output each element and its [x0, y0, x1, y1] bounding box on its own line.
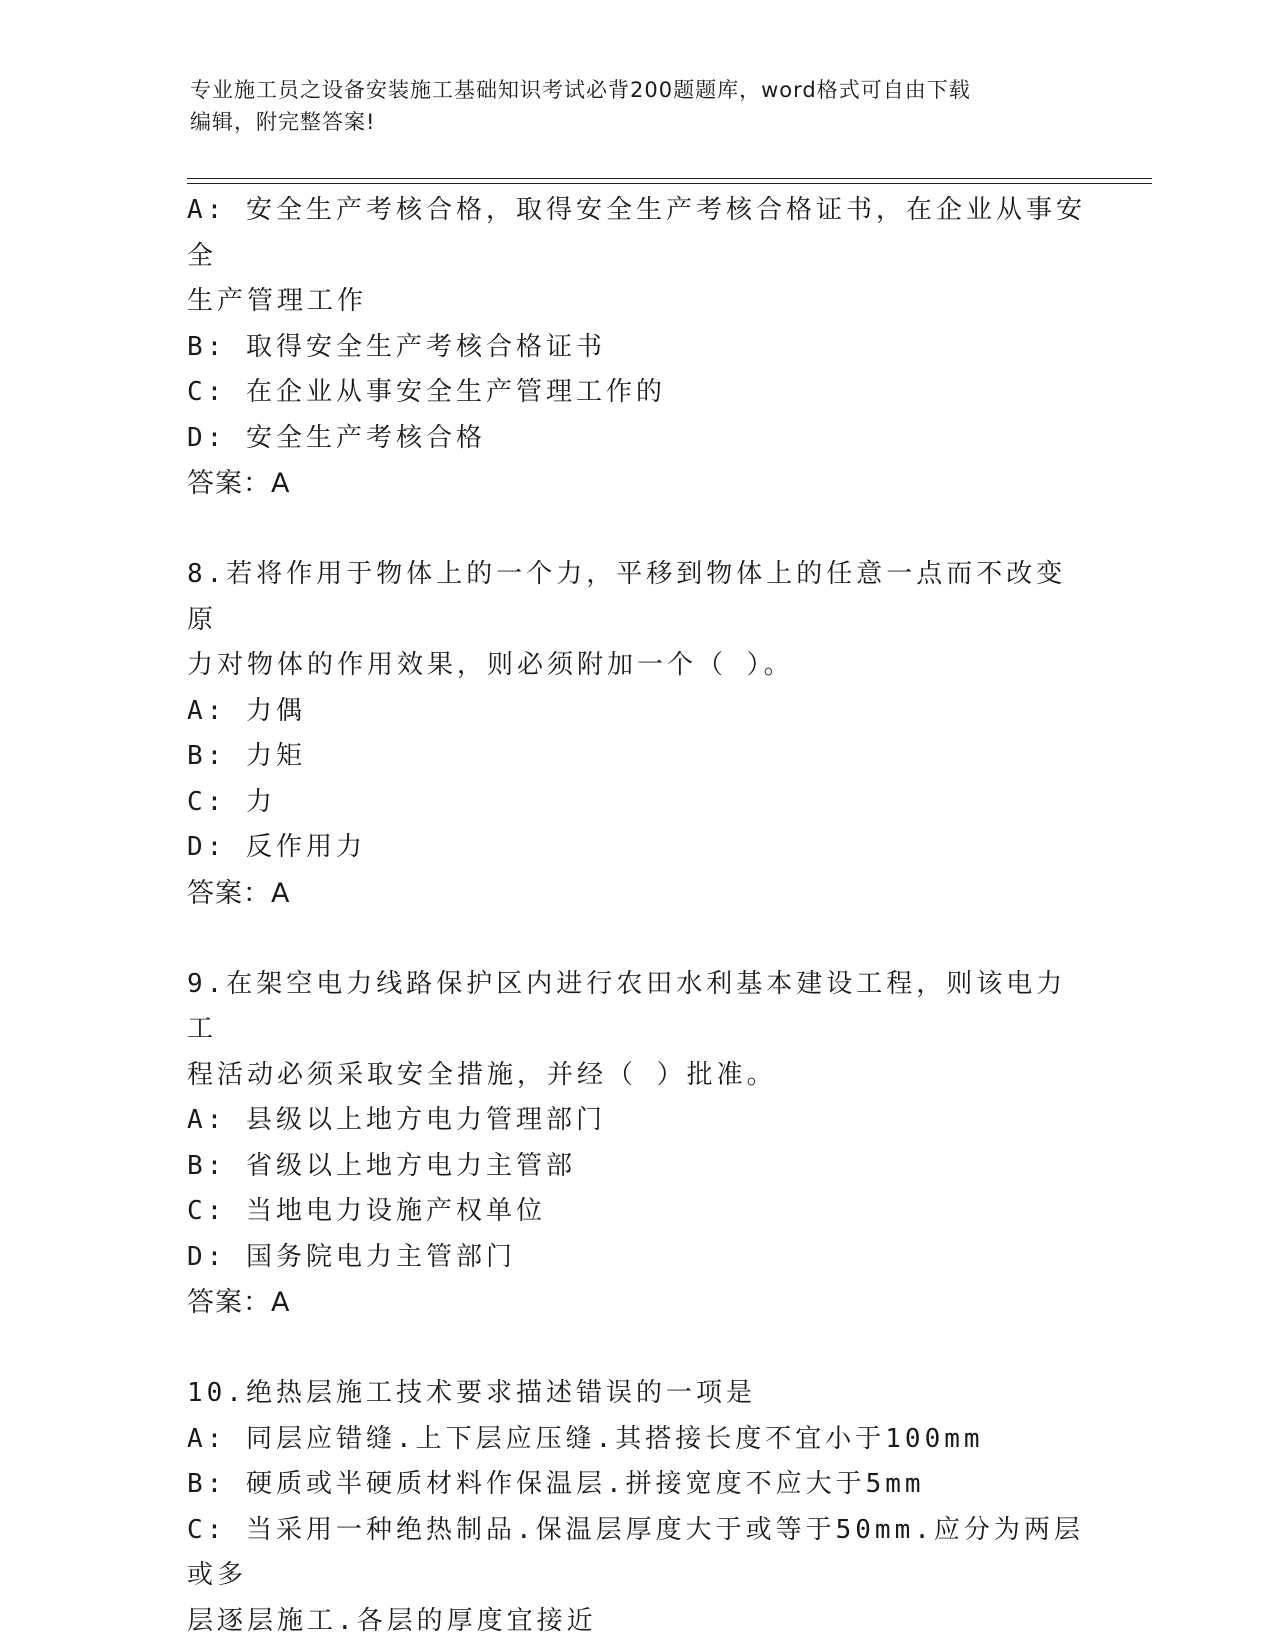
- question-9: [187, 962, 1087, 1326]
- question-spacer: [187, 507, 1087, 553]
- q7-option-a-line-1: A: 安全生产考核合格，取得安全生产考核合格证书，在企业从事安全: [187, 195, 1086, 271]
- q8-answer: 答案：A: [187, 877, 291, 909]
- question-spacer: [187, 1326, 1087, 1372]
- q7-option-d: D: 安全生产考核合格: [187, 422, 486, 453]
- q8-option-a: A: 力偶: [187, 695, 306, 726]
- q10-option-a: A: 同层应错缝.上下层应压缝.其搭接长度不宜小于100mm: [187, 1423, 984, 1454]
- q9-option-a: A: 县级以上地方电力管理部门: [187, 1105, 606, 1135]
- question-10: [187, 1371, 1087, 1644]
- question-8: [187, 552, 1087, 916]
- q9-option-d: D: 国务院电力主管部门: [187, 1241, 516, 1272]
- q8-option-d: D: 反作用力: [187, 832, 366, 862]
- q10-option-c-line-1: C: 当采用一种绝热制品.保温层厚度大于或等于50mm.应分为两层或多: [187, 1514, 1084, 1590]
- question-list: [187, 188, 1087, 1644]
- header-title-line-1: 专业施工员之设备安装施工基础知识考试必背200题题库，word格式可自由下载: [190, 78, 971, 102]
- q7-answer: 答案：A: [187, 468, 291, 499]
- question-spacer: [187, 916, 1087, 962]
- header-divider-bottom: [187, 183, 1152, 184]
- q10-option-c-line-2: 层逐层施工.各层的厚度宜接近: [187, 1605, 597, 1636]
- header-divider-top: [187, 178, 1152, 179]
- q10-stem: 10.绝热层施工技术要求描述错误的一项是: [187, 1378, 756, 1408]
- q8-option-c: C: 力: [187, 786, 276, 817]
- header-title-line-2: 编辑，附完整答案!: [190, 110, 376, 134]
- q9-option-b: B: 省级以上地方电力主管部: [187, 1150, 576, 1181]
- q9-stem-line-2: 程活动必须采取安全措施，并经（ ）批准。: [187, 1059, 777, 1090]
- q8-option-b: B: 力矩: [187, 741, 306, 771]
- q8-stem-line-1: 8.若将作用于物体上的一个力，平移到物体上的任意一点而不改变原: [187, 559, 1067, 635]
- q8-stem-line-2: 力对物体的作用效果，则必须附加一个（ ）。: [187, 650, 794, 680]
- q9-option-c: C: 当地电力设施产权单位: [187, 1196, 546, 1226]
- q10-option-b: B: 硬质或半硬质材料作保温层.拼接宽度不应大于5mm: [187, 1469, 925, 1499]
- document-header: [190, 74, 1070, 138]
- q7-option-c: C: 在企业从事安全生产管理工作的: [187, 377, 666, 407]
- question-7: [187, 188, 1087, 507]
- q9-stem-line-1: 9.在架空电力线路保护区内进行农田水利基本建设工程，则该电力工: [187, 968, 1067, 1044]
- q7-option-a-line-2: 生产管理工作: [187, 286, 368, 316]
- q9-answer: 答案：A: [187, 1287, 291, 1318]
- q7-option-b: B: 取得安全生产考核合格证书: [187, 331, 606, 362]
